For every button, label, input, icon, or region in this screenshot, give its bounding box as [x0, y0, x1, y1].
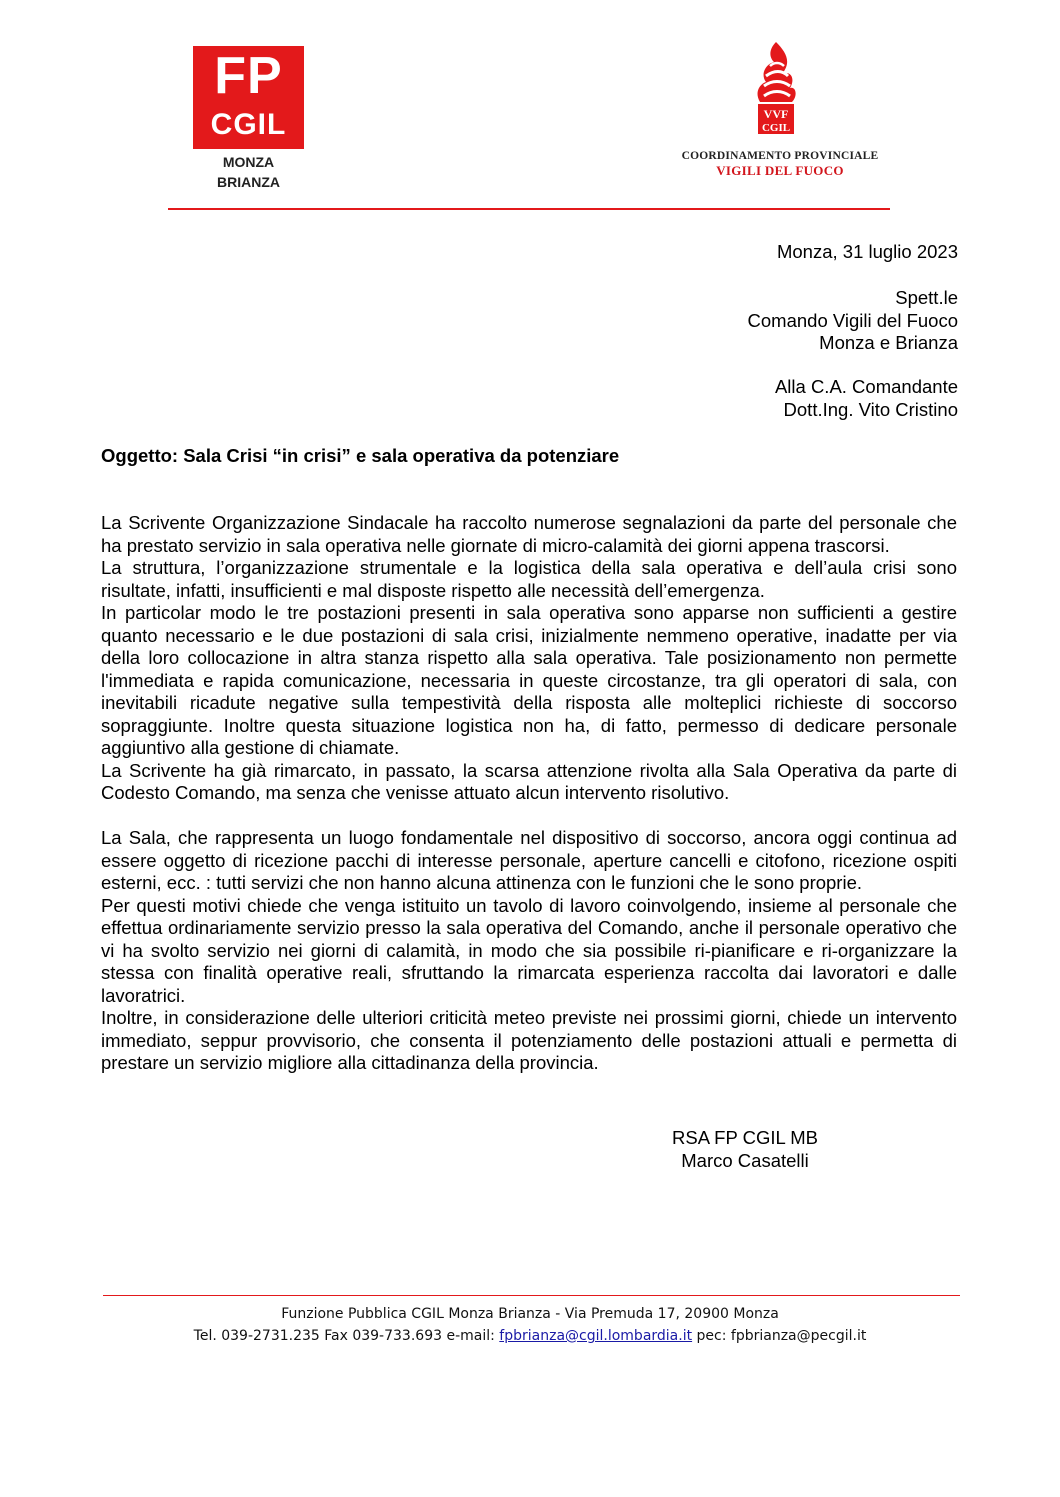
fp-cgil-logo-box [193, 46, 304, 149]
signature-name: Marco Casatelli [681, 1149, 809, 1171]
vvf-mark-text: VVF [763, 107, 789, 121]
vvf-flame-logo [752, 40, 800, 144]
footer-email-link[interactable]: fpbrianza@cgil.lombardia.it [499, 1328, 693, 1344]
recipient-line: Spett.le [895, 287, 958, 308]
attention-block [775, 376, 958, 421]
fp-logo-place: MONZA BRIANZA [217, 154, 280, 190]
footer-address: Funzione Pubblica CGIL Monza Brianza - Via Premuda 17, 20900 Monza [281, 1306, 779, 1322]
body-paragraph: La Scrivente Organizzazione Sindacale ha raccolto numerose segnalazioni da parte del personale che ha prestato servizio in sala operativa nelle giornate di micro-calamità dei giorni appena trascorsi. [101, 512, 957, 556]
body-paragraph: Per questi motivi chiede che venga istituito un tavolo di lavoro coinvolgendo, insieme al personale che effettua ordinariamente servizio presso la sala operativa del Comando, anche il personale operativo che vi ha svolto servizio nei giorni di calamità, in modo che sia possibile ri-pianificare e ri-organizzare la stessa con finalità operative reali, sfruttando la rimarcata esperienza raccolta dai lavoratori e dalle lavoratrici. [101, 894, 957, 1006]
body-paragraph: Inoltre, in considerazione delle ulteriori criticità meteo previste nei prossimi giorni, chiede un intervento immediato, seppur provvisorio, che consenta il potenziamento delle postazioni attuali e permetta di prestare un servizio migliore alla cittadinanza della provincia. [101, 1007, 957, 1073]
recipient-line: Comando Vigili del Fuoco [747, 309, 958, 331]
letter-subject: Oggetto: Sala Crisi “in crisi” e sala operativa da potenziare [101, 445, 620, 466]
fp-logo-text: FP [214, 47, 283, 105]
footer-phone-fax: Tel. 039-2731.235 Fax 039-733.693 e-mail: [193, 1328, 500, 1344]
vvf-caption-line1: COORDINAMENTO PROVINCIALE [681, 150, 879, 162]
footer-pec: pec: fpbrianza@pecgil.it [692, 1328, 867, 1344]
fp-cgil-logo [193, 46, 304, 190]
letter-date: Monza, 31 luglio 2023 [776, 241, 958, 262]
signature-org: RSA FP CGIL MB [672, 1127, 818, 1148]
footer-divider [103, 1295, 960, 1296]
recipient-line: Monza e Brianza [819, 332, 958, 353]
footer [100, 1303, 960, 1347]
header-divider [168, 208, 890, 210]
signature-block [630, 1127, 860, 1172]
attention-line: Dott.Ing. Vito Cristino [783, 398, 958, 420]
flame-icon [752, 40, 800, 144]
body-paragraph: In particolar modo le tre postazioni presenti in sala operativa sono apparse non sufficienti a gestire quanto necessario e le due postazioni di sala crisi, inizialmente nemmeno operative, inadatte per via della loro collocazione in altra stanza rispetto alla sala operativa. Tale posizionamento non permette l'immediata e rapida comunicazione, necessaria in queste circostanze, tra gli operatori di sala, con inevitabili ricadute negative sulla tempestività della risposta alle molteplici richieste di soccorso sopraggiunte. Inoltre questa situazione logistica non ha, di fatto, permesso di dedicare personale aggiuntivo alla gestione di chiamate. [101, 602, 957, 758]
vvf-caption-line2: VIGILI DEL FUOCO [716, 163, 844, 178]
vvf-caption [680, 149, 880, 179]
footer-contacts [100, 1325, 960, 1347]
attention-line: Alla C.A. Comandante [774, 376, 958, 397]
recipient-block [748, 287, 958, 355]
body-paragraph: La Sala, che rappresenta un luogo fondamentale nel dispositivo di soccorso, ancora oggi continua ad essere oggetto di ricezione pacchi di interesse personale, aperture cancelli e citofono, ricezione ospiti esterni, ecc. : tutti servizi che non hanno alcuna attinenza con le funzioni che le sono proprie. [101, 827, 957, 893]
letter-body [101, 512, 957, 1075]
body-paragraph: La struttura, l’organizzazione strumentale e la logistica della sala operativa e dell’aula crisi sono risultate, infatti, insufficienti e mal disposte rispetto alle necessità dell’emergenza. [101, 557, 957, 601]
body-paragraph: La Scrivente ha già rimarcato, in passato, la scarsa attenzione rivolta alla Sala Operativa da parte di Codesto Comando, ma senza che venisse attuato alcun intervento risolutivo. [101, 759, 957, 803]
vvf-mark-sub: CGIL [761, 122, 791, 134]
cgil-logo-text: CGIL [210, 108, 287, 141]
